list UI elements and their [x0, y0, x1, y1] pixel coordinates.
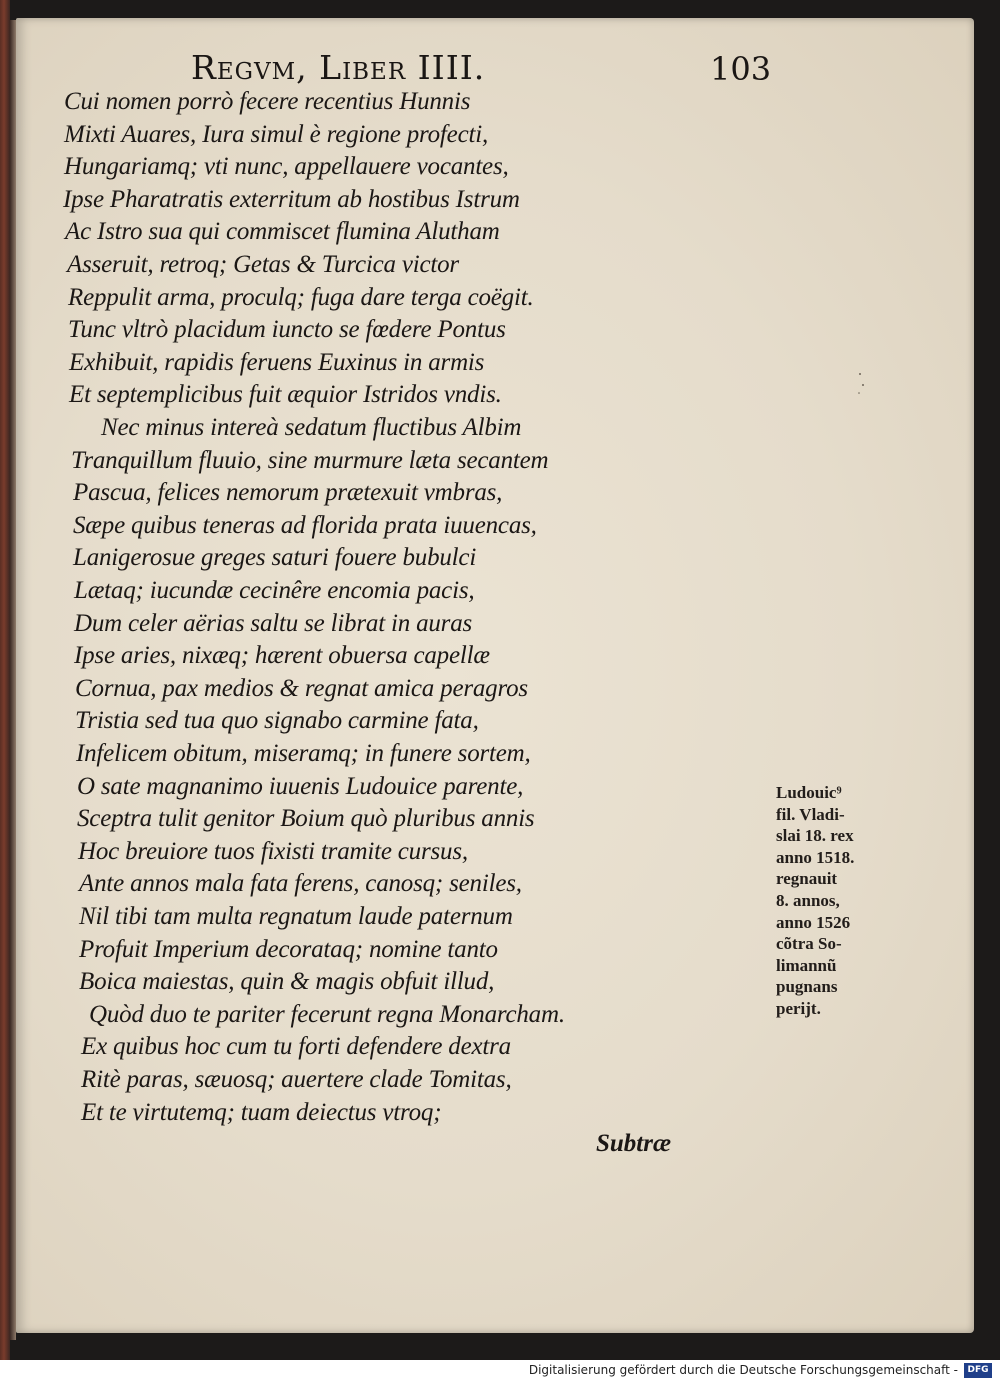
margin-note-line: pugnans	[776, 977, 838, 997]
verse-line: Cui nomen porrò fecere recentius Hunnis	[64, 88, 471, 115]
margin-note-line: fil. Vladi-	[776, 804, 845, 824]
verse-line: Tristia sed tua quo signabo carmine fata,	[75, 707, 479, 735]
margin-note-line: limannũ	[776, 955, 837, 975]
verse-line: Exhibuit, rapidis feruens Euxinus in armis	[69, 348, 485, 376]
verse-line: Ac Istro sua qui commiscet flumina Alutham	[65, 218, 500, 246]
verse-line: Quòd duo te pariter fecerunt regna Monarcham.	[89, 1000, 565, 1028]
margin-note-line: 8. annos,	[776, 891, 840, 910]
verse-line: Reppulit arma, proculq; fuga dare terga coëgit.	[68, 283, 534, 311]
margin-note-line: cõtra So-	[776, 934, 842, 954]
margin-note-line: Ludouic⁹	[776, 783, 842, 802]
verse-line: Lætaq; iucundæ cecinêre encomia pacis,	[74, 577, 475, 604]
page-number: 103	[710, 50, 772, 88]
margin-note-line: slai 18. rex	[776, 826, 854, 846]
verse-line: Infelicem obitum, miseramq; in funere sortem,	[76, 740, 531, 767]
verse-line: Nec minus intereà sedatum fluctibus Albim	[101, 414, 522, 441]
verse-line: Nil tibi tam multa regnatum laude paternum	[79, 903, 513, 930]
margin-note-line: regnauit	[776, 869, 838, 889]
dfg-logo: DFG	[964, 1363, 992, 1378]
binding-edge	[0, 0, 10, 1360]
verse-line: Tunc vltrò placidum iuncto se fœdere Pontus	[68, 316, 506, 344]
verse-line: Lanigerosue greges saturi fouere bubulci	[73, 544, 477, 572]
verse-line: O sate magnanimo iuuenis Ludouice parente,	[77, 772, 524, 800]
verse-line: Sæpe quibus teneras ad florida prata iuuencas,	[73, 511, 537, 539]
verse-line: Cornua, pax medios & regnat amica peragros	[75, 674, 528, 702]
verse-line: Profuit Imperium decorataq; nomine tanto	[79, 935, 498, 963]
verse-line: Asseruit, retroq; Getas & Turcica victor	[67, 251, 459, 278]
page-specks	[854, 368, 874, 398]
verse-line: Ipse Pharatratis exterritum ab hostibus Istrum	[63, 185, 520, 213]
verse-line: Tranquillum fluuio, sine murmure læta secantem	[71, 446, 549, 474]
verse-line: Ipse aries, nixæq; hærent obuersa capellæ	[74, 642, 490, 670]
margin-note-line: perijt.	[776, 999, 821, 1018]
book-page	[16, 18, 974, 1333]
footer-credit: Digitalisierung gefördert durch die Deutsche Forschungsgemeinschaft -	[528, 1363, 958, 1377]
verse-line: Sceptra tulit genitor Boium quò pluribus annis	[77, 805, 535, 833]
verse-line: Et septemplicibus fuit æquior Istridos vndis.	[69, 381, 502, 409]
verse-line: Ritè paras, sæuosq; auertere clade Tomitas,	[81, 1066, 512, 1093]
footer-bar	[0, 1360, 1000, 1382]
verse-line: Ex quibus hoc cum tu forti defendere dextra	[81, 1033, 511, 1061]
verse-line: Dum celer aërias saltu se librat in auras	[74, 609, 473, 637]
margin-note-line: anno 1526	[776, 912, 851, 932]
verse-line: Pascua, felices nemorum prætexuit vmbras,	[73, 479, 503, 507]
catchword: Subtræ	[596, 1130, 672, 1157]
running-title: Regvm, Liber IIII.	[191, 48, 486, 87]
verse-line: Hoc breuiore tuos fixisti tramite cursus,	[78, 837, 468, 865]
verse-line: Hungariamq; vti nunc, appellauere vocantes,	[64, 153, 509, 181]
verse-line: Et te virtutemq; tuam deiectus vtroq;	[81, 1098, 442, 1126]
verse-line: Boica maiestas, quin & magis obfuit illud,	[79, 968, 495, 996]
verse-line: Mixti Auares, Iura simul è regione profecti,	[64, 120, 489, 148]
verse-line: Ante annos mala fata ferens, canosq; seniles,	[79, 870, 522, 898]
margin-note-line: anno 1518.	[776, 847, 855, 867]
